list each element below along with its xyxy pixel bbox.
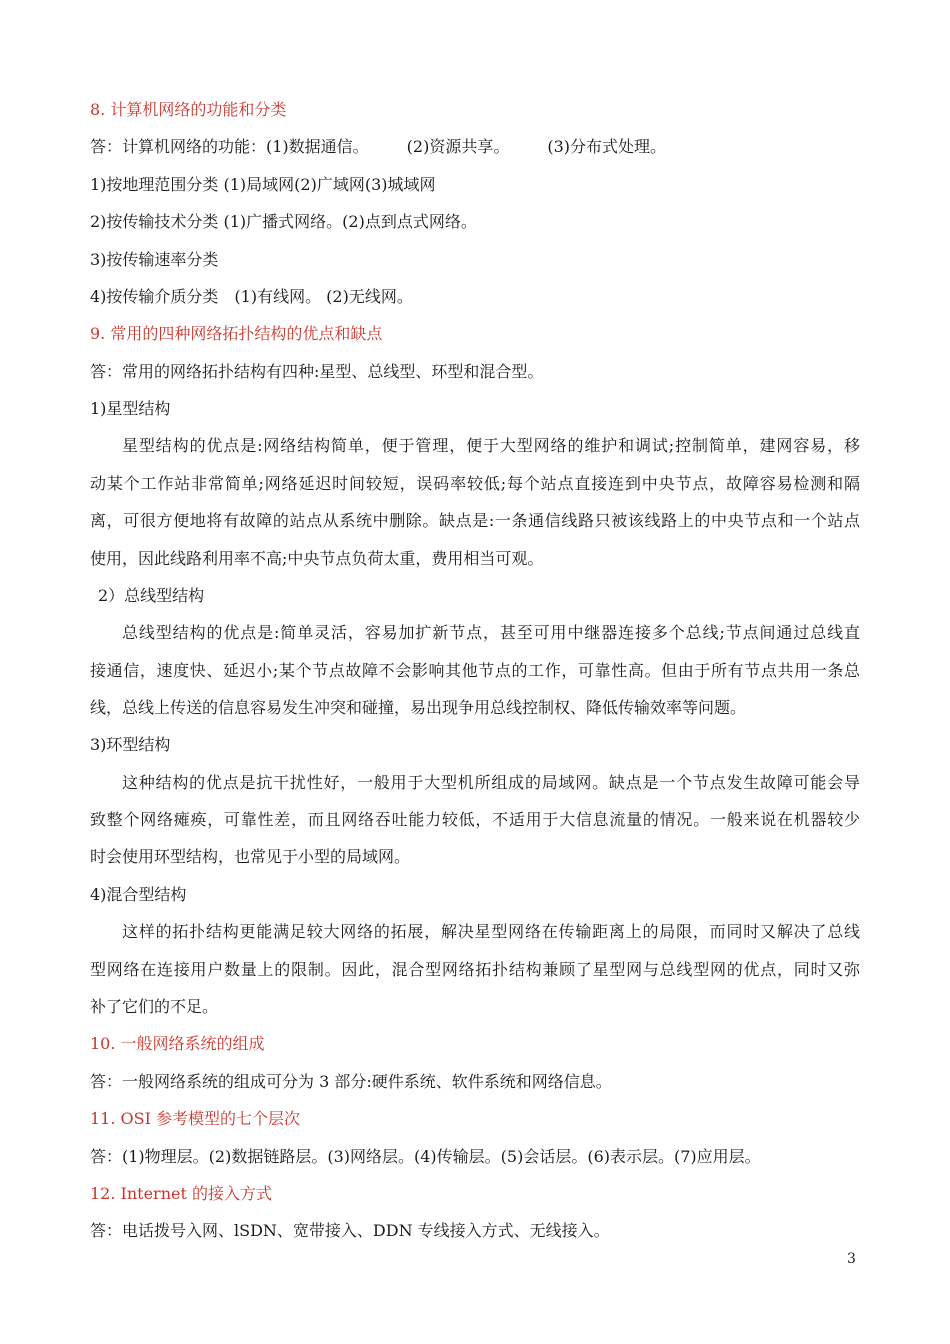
section-12-heading: 12. Internet 的接入方式 xyxy=(90,1184,272,1203)
section-10-answer: 答：一般网络系统的组成可分为 3 部分:硬件系统、软件系统和网络信息。 xyxy=(90,1072,612,1091)
hybrid-paragraph-line: 型网络在连接用户数量上的限制。因此，混合型网络拓扑结构兼顾了星型网与总线型网的优点，同时又弥 xyxy=(90,960,860,979)
section-11-heading: 11. OSI 参考模型的七个层次 xyxy=(90,1109,301,1128)
star-paragraph-line: 星型结构的优点是:网络结构简单，便于管理，便于大型网络的维护和调试;控制简单，建网容易，移 xyxy=(122,436,860,455)
hybrid-paragraph-line: 补了它们的不足。 xyxy=(90,997,219,1016)
hybrid-paragraph-line: 这样的拓扑结构更能满足较大网络的拓展，解决星型网络在传输距离上的局限，而同时又解决了总线 xyxy=(122,922,860,941)
ring-paragraph-line: 时会使用环型结构，也常见于小型的局域网。 xyxy=(90,847,411,866)
bus-structure-title: 2）总线型结构 xyxy=(98,586,205,605)
section-8-answer xyxy=(90,136,860,158)
bus-paragraph-line: 线，总线上传送的信息容易发生冲突和碰撞，易出现争用总线控制权、降低传输效率等问题。 xyxy=(90,698,747,717)
bus-paragraph-line: 总线型结构的优点是:简单灵活，容易加扩新节点，甚至可用中继器连接多个总线;节点间通过总线直 xyxy=(122,623,860,642)
section-8-heading: 8. 计算机网络的功能和分类 xyxy=(90,100,287,119)
section-9-answer: 答：常用的网络拓扑结构有四种:星型、总线型、环型和混合型。 xyxy=(90,362,544,381)
ring-structure-title: 3)环型结构 xyxy=(90,735,171,754)
star-structure-title: 1)星型结构 xyxy=(90,399,171,418)
section-8-answer-item1: 答：计算机网络的功能：(1)数据通信。 xyxy=(90,137,369,156)
section-11-answer: 答：(1)物理层。(2)数据链路层。(3)网络层。(4)传输层。(5)会话层。(6)表示层。(7)应用层。 xyxy=(90,1147,761,1166)
section-8-answer-item2: (2)资源共享。 xyxy=(406,137,510,156)
page-number: 3 xyxy=(847,1251,856,1267)
section-8-line: 3)按传输速率分类 xyxy=(90,250,219,269)
ring-paragraph-line: 这种结构的优点是抗干扰性好，一般用于大型机所组成的局域网。缺点是一个节点发生故障可能会导 xyxy=(122,773,860,792)
section-8-answer-item3: (3)分布式处理。 xyxy=(547,137,667,156)
section-8-line: 2)按传输技术分类 (1)广播式网络。(2)点到点式网络。 xyxy=(90,212,477,231)
star-paragraph-line: 动某个工作站非常简单;网络延迟时间较短，误码率较低;每个站点直接连到中央节点，故障容易检测和隔 xyxy=(90,474,860,493)
section-8-line: 4)按传输介质分类 (1)有线网。 (2)无线网。 xyxy=(90,287,413,306)
star-paragraph-line: 离，可很方便地将有故障的站点从系统中删除。缺点是:一条通信线路只被该线路上的中央节点和一个站点 xyxy=(90,511,860,530)
section-9-heading: 9. 常用的四种网络拓扑结构的优点和缺点 xyxy=(90,324,383,343)
section-10-heading: 10. 一般网络系统的组成 xyxy=(90,1034,265,1053)
ring-paragraph-line: 致整个网络瘫痪，可靠性差，而且网络吞吐能力较低，不适用于大信息流量的情况。一般来说在机器较少 xyxy=(90,810,860,829)
bus-paragraph-line: 接通信，速度快、延迟小;某个节点故障不会影响其他节点的工作，可靠性高。但由于所有节点共用一条总 xyxy=(90,661,860,680)
section-12-answer: 答：电话拨号入网、lSDN、宽带接入、DDN 专线接入方式、无线接入。 xyxy=(90,1221,610,1240)
hybrid-structure-title: 4)混合型结构 xyxy=(90,885,187,904)
star-paragraph-line: 使用，因此线路利用率不高;中央节点负荷太重，费用相当可观。 xyxy=(90,549,544,568)
section-8-line: 1)按地理范围分类 (1)局域网(2)广域网(3)城域网 xyxy=(90,175,436,194)
